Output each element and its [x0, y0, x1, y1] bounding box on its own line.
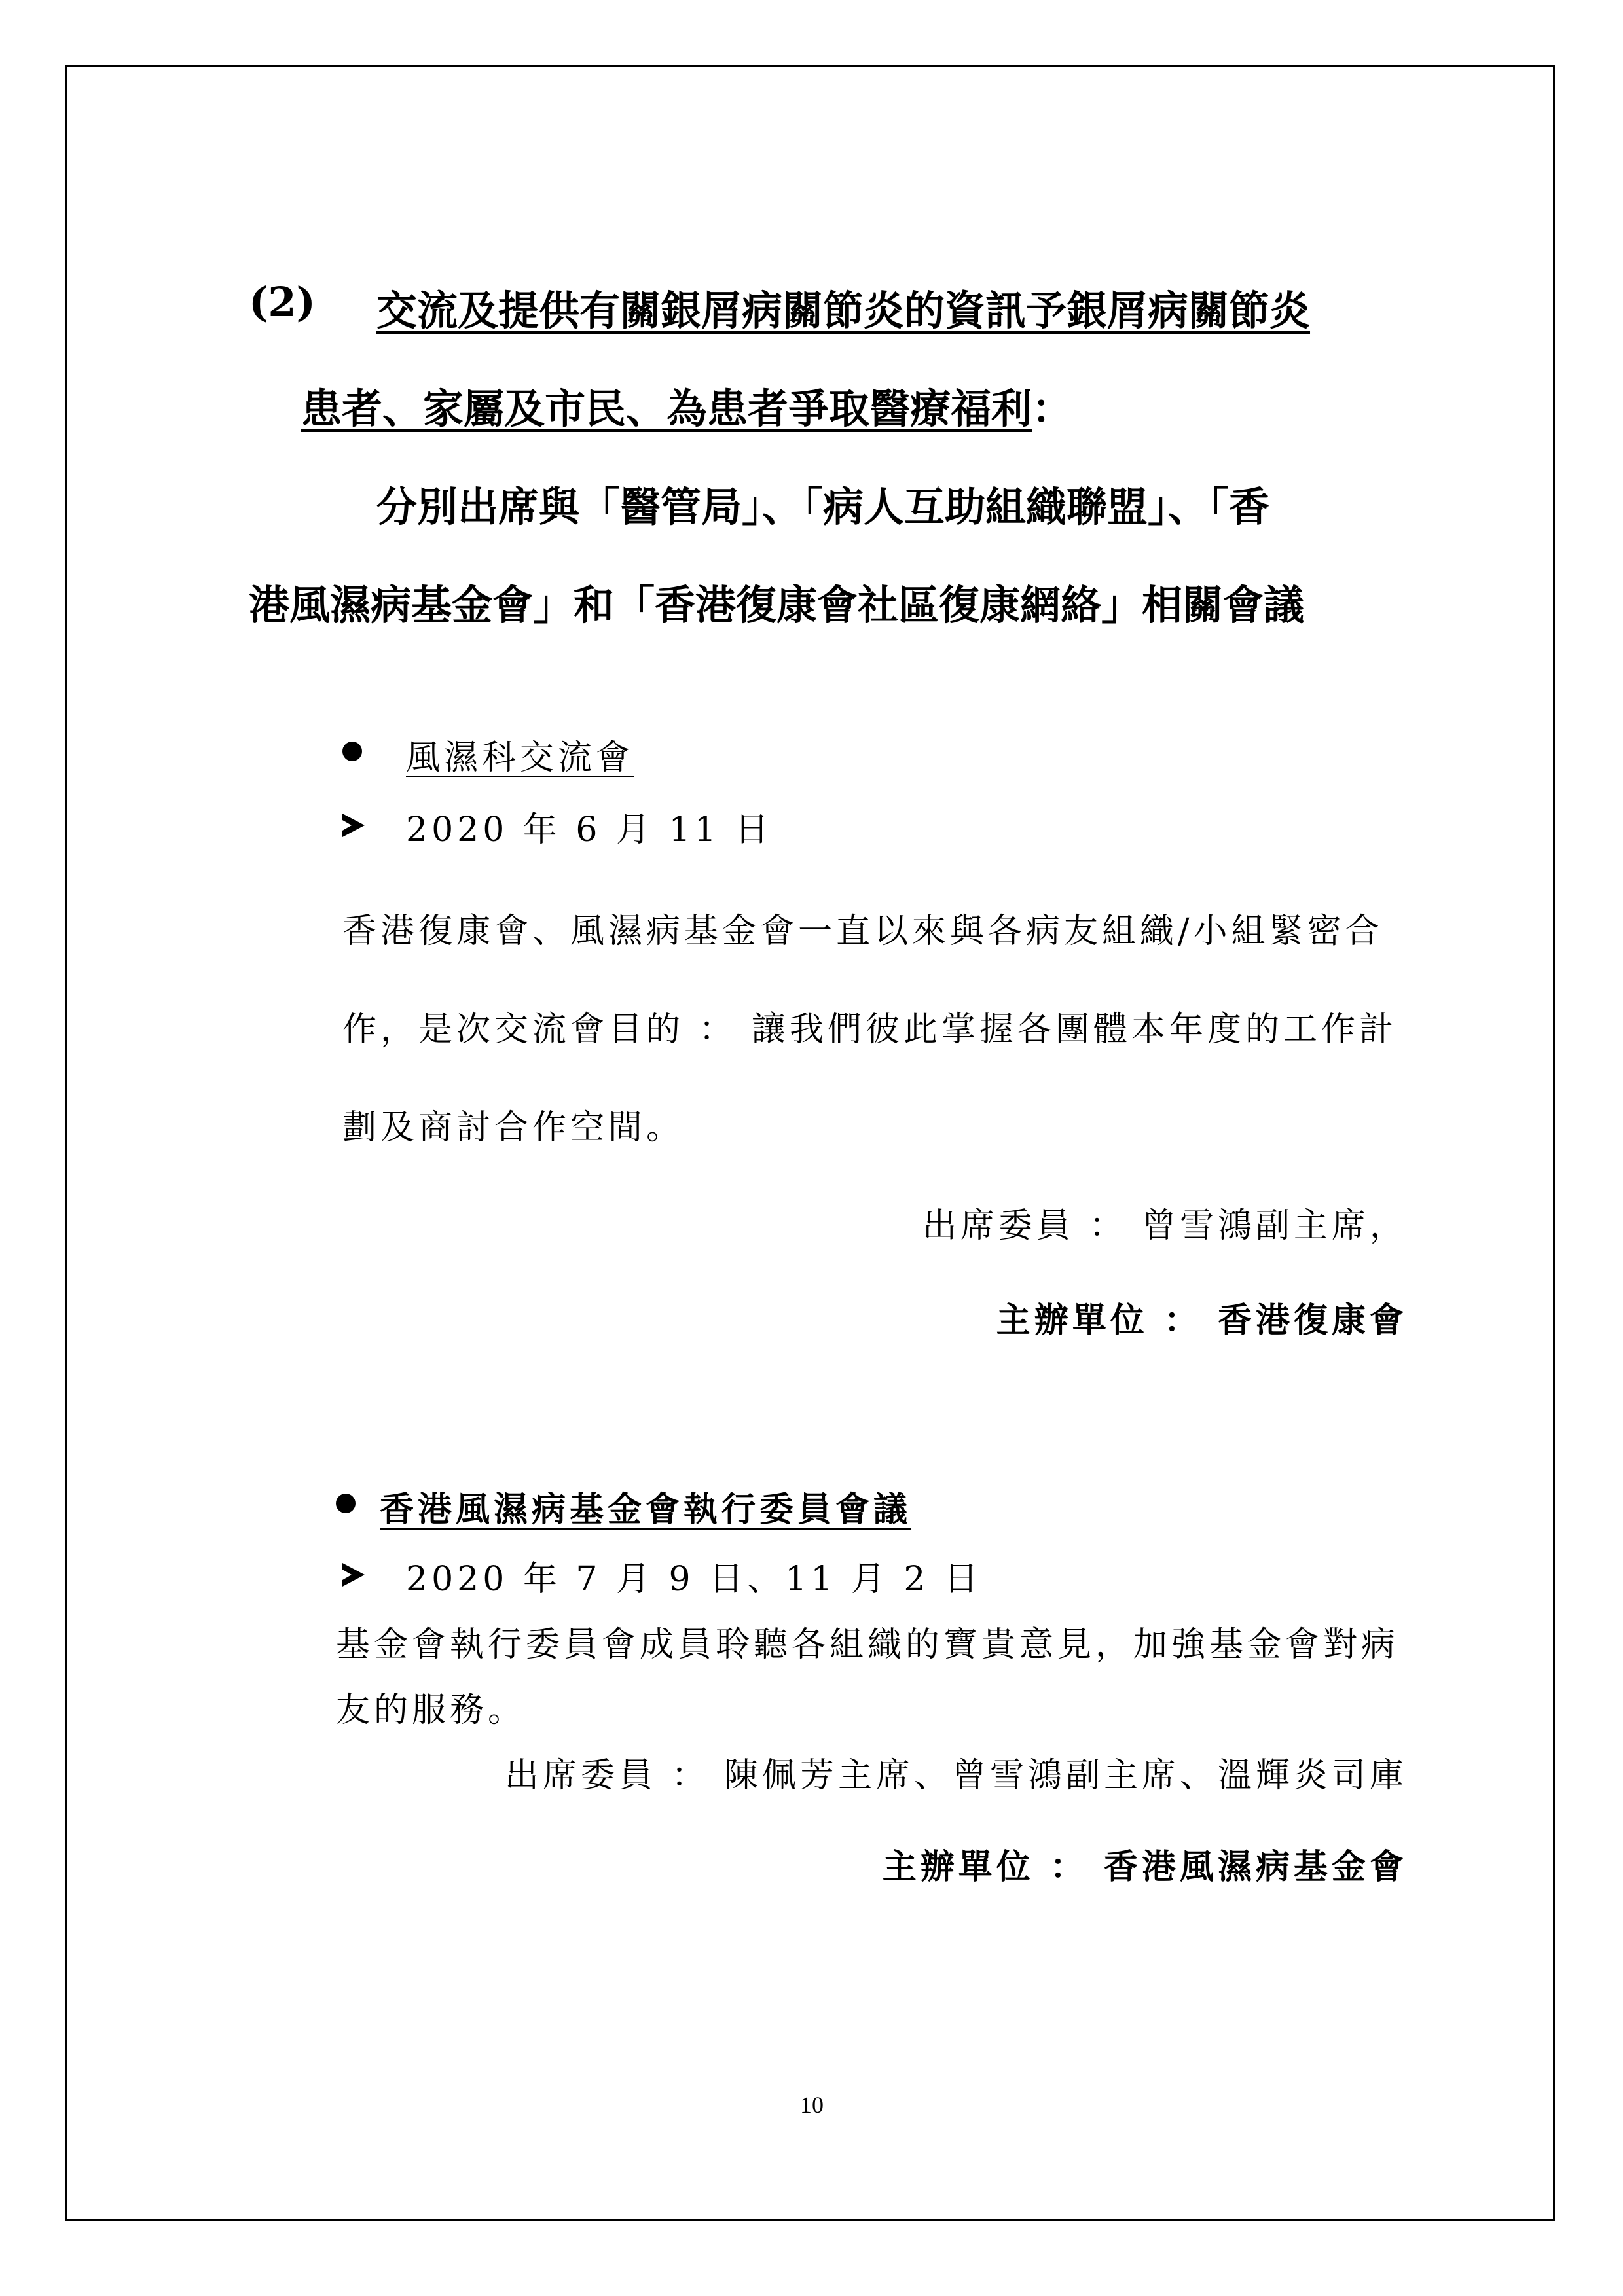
- bullet-dot-icon: [342, 742, 362, 761]
- section-intro-line1: 分別出席與「醫管局」、「病人互助組織聯盟」、「香: [376, 483, 1270, 531]
- arrow-bullet-icon: [342, 1563, 365, 1587]
- item2-title: 香港風濕病基金會執行委員會議: [380, 1490, 912, 1530]
- section-title-line2: 患者、家屬及市民、為患者爭取醫療福利: [301, 385, 1032, 433]
- item1-attendees: 出席委員 ： 曾雪鴻副主席，: [922, 1206, 1408, 1246]
- section-title-colon: ：: [1032, 385, 1073, 433]
- item2-date: 2020 年 7 月 9 日、11 月 2 日: [406, 1560, 982, 1599]
- item1-title: 風濕科交流會: [406, 738, 634, 778]
- item1-desc-line2: 作，是次交流會目的 ： 讓我們彼此掌握各團體本年度的工作計: [342, 1010, 1398, 1049]
- item1-organizer: 主辦單位 ： 香港復康會: [996, 1300, 1408, 1340]
- item2-desc-line2: 友的服務。: [336, 1691, 526, 1730]
- arrow-bullet-icon: [342, 814, 365, 837]
- item2-desc-line1: 基金會執行委員會成員聆聽各組織的寶貴意見，加強基金會對病: [336, 1625, 1400, 1664]
- item1-date: 2020 年 6 月 11 日: [406, 810, 773, 850]
- section-title-line1: 交流及提供有關銀屑病關節炎的資訊予銀屑病關節炎: [376, 287, 1311, 334]
- page-number: 10: [800, 2092, 824, 2118]
- section-number: (2): [249, 278, 316, 326]
- bullet-dot-icon: [336, 1494, 356, 1513]
- item2-organizer: 主辦單位 ： 香港風濕病基金會: [882, 1847, 1408, 1887]
- item1-desc-line3: 劃及商討合作空間。: [342, 1108, 685, 1147]
- section-intro-line2: 港風濕病基金會」和「香港復康會社區復康網絡」相關會議: [249, 581, 1305, 629]
- section-title-line2-wrap: [301, 376, 1072, 435]
- item1-desc-line1: 香港復康會、風濕病基金會一直以來與各病友組織/小組緊密合: [342, 912, 1383, 951]
- item2-attendees: 出席委員 ： 陳佩芳主席、曾雪鴻副主席、溫輝炎司庫: [504, 1756, 1408, 1795]
